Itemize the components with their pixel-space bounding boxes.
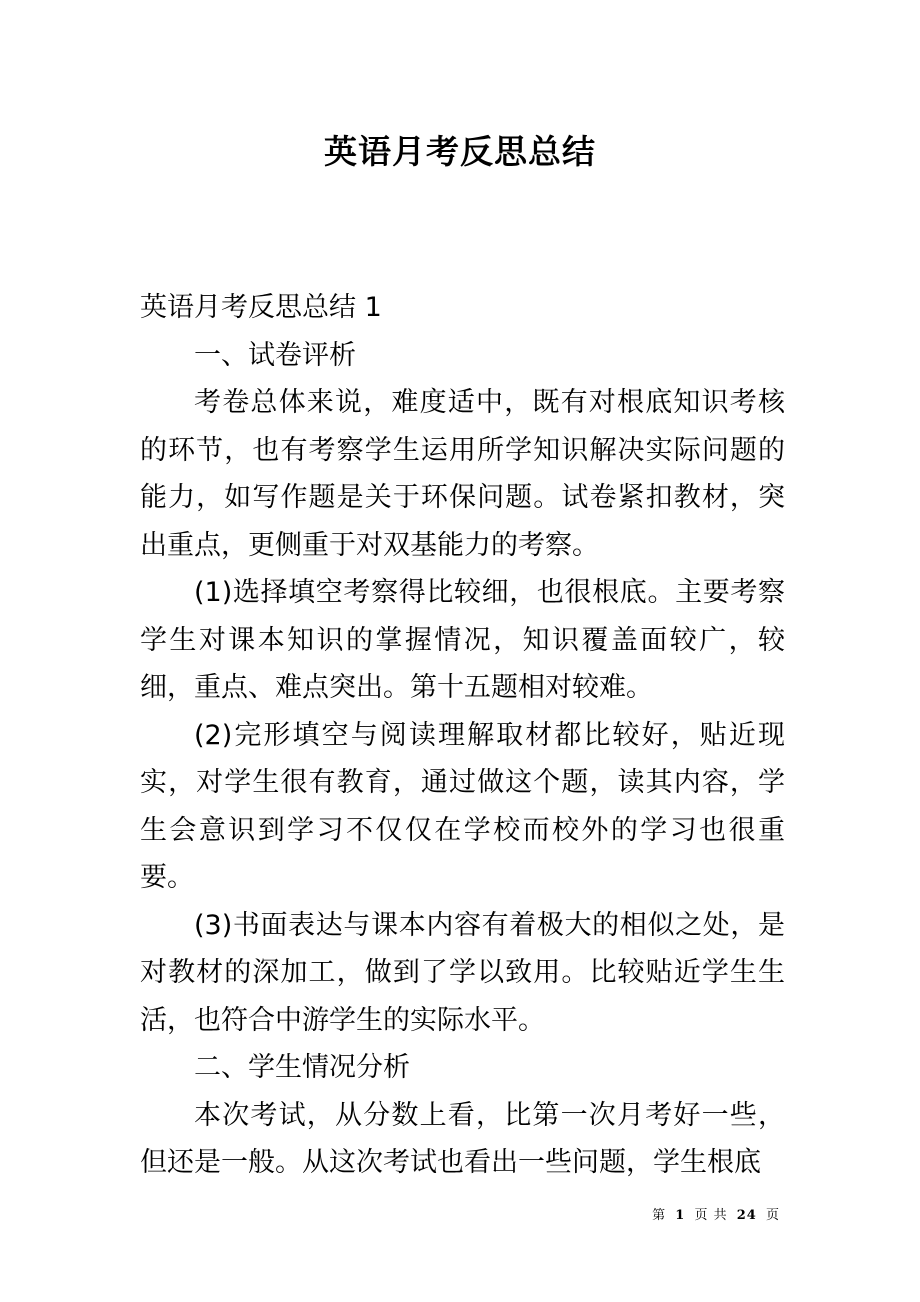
document-body <box>140 284 785 1187</box>
paragraph: (2)完形填空与阅读理解取材都比较好，贴近现实，对学生很有教育，通过做这个题，读其内容，学生会意识到学习不仅仅在学校而校外的学习也很重要。 <box>140 719 785 893</box>
footer-prefix: 第 <box>652 1208 667 1223</box>
subsection-heading: 二、学生情况分析 <box>194 1052 410 1083</box>
footer-page-number: 1 <box>675 1208 686 1223</box>
footer-total-pages: 24 <box>736 1208 757 1223</box>
paragraph: (1)选择填空考察得比较细，也很根底。主要考察学生对课本知识的掌握情况，知识覆盖面较广，较细，重点、难点突出。第十五题相对较难。 <box>140 577 785 703</box>
document-title: 英语月考反思总结 <box>324 132 596 171</box>
subsection-heading: 一、试卷评析 <box>194 339 356 371</box>
footer-suffix: 页 <box>765 1208 780 1223</box>
paragraph: 考卷总体来说，难度适中，既有对根底知识考核的环节，也有考察学生运用所学知识解决实际问题的能力，如写作题是关于环保问题。试卷紧扣教材，突出重点，更侧重于对双基能力的考察。 <box>140 387 785 561</box>
paragraph: 本次考试，从分数上看，比第一次月考好一些，但还是一般。从这次考试也看出一些问题，学生根底 <box>140 1099 785 1178</box>
page-footer <box>652 1206 780 1226</box>
section-heading: 英语月考反思总结 1 <box>140 292 382 323</box>
footer-middle: 页 共 <box>694 1208 728 1223</box>
paragraph: (3)书面表达与课本内容有着极大的相似之处，是对教材的深加工，做到了学以致用。比较贴近学生生活，也符合中游学生的实际水平。 <box>140 909 785 1036</box>
